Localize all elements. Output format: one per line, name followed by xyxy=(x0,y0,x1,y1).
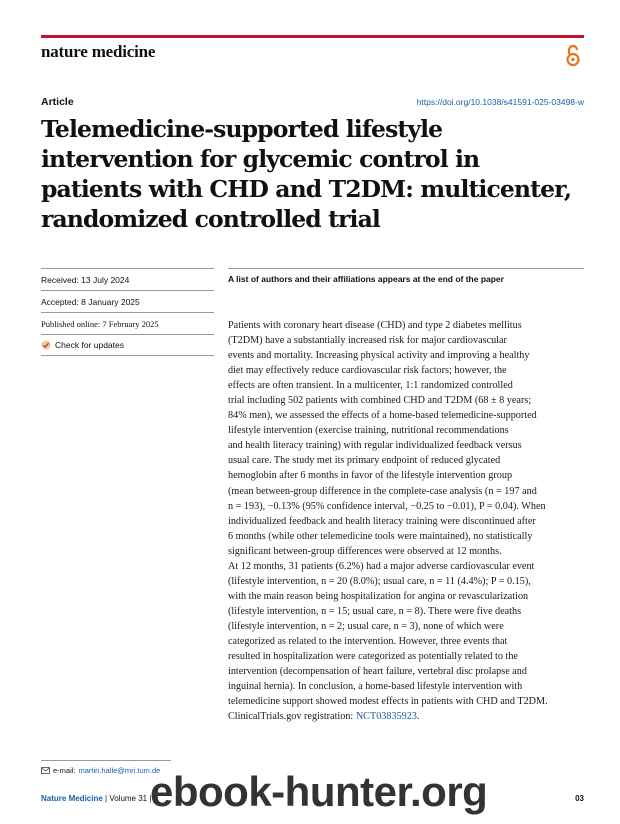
registration-end: . xyxy=(416,711,420,723)
title-line: Telemedicine-supported lifestyle xyxy=(41,115,443,143)
abstract-line: Patients with coronary heart disease (CHD) and type 2 diabetes mellitus xyxy=(228,320,522,331)
correspondence xyxy=(41,766,160,775)
email-label: e-mail: xyxy=(53,766,76,775)
mail-icon xyxy=(41,767,50,774)
page-number: 03 xyxy=(575,794,584,803)
abstract-line: categorized as related to the intervention. However, three events that xyxy=(228,635,508,647)
abstract-line: 6 months (while other telemedicine tools were maintained), no statistically xyxy=(228,530,533,542)
registration-line xyxy=(228,709,588,724)
abstract-line: telemedicine support showed modest effects in patients with CHD and T2DM. xyxy=(228,696,548,708)
check-updates-icon xyxy=(41,340,51,350)
abstract-line: 84% men), we assessed the effects of a home-based telemedicine-supported xyxy=(228,410,537,422)
journal-name[interactable]: nature medicine xyxy=(41,42,156,61)
article-type: Article xyxy=(41,96,74,108)
abstract-line: individualized feedback and health literacy training were discontinued after xyxy=(228,515,536,527)
article-history xyxy=(41,268,214,356)
title-line: intervention for glycemic control in xyxy=(41,145,480,173)
abstract-line: with the main reason being hospitalization for angina or revascularization xyxy=(228,590,529,602)
abstract-line: and health literacy training) with regular individualized feedback versus xyxy=(228,440,522,452)
abstract-line: At 12 months, 31 patients (6.2%) had a major adverse cardiovascular event xyxy=(228,560,535,572)
footer-journal[interactable]: Nature Medicine xyxy=(41,794,103,803)
check-updates-row xyxy=(41,334,214,356)
title-line: randomized controlled trial xyxy=(41,205,380,233)
open-access-icon xyxy=(565,44,581,68)
abstract-line: resulted in hospitalization were categorized as potentially related to the xyxy=(228,651,518,663)
abstract-line: (lifestyle intervention, n = 2; usual care, n = 3), none of which were xyxy=(228,620,504,632)
abstract-line: (lifestyle intervention, n = 20 (8.0%); usual care, n = 11 (4.4%); P = 0.15), xyxy=(228,575,531,587)
trial-registration-link[interactable]: NCT03835923 xyxy=(355,711,417,723)
article-title xyxy=(41,114,601,234)
footer-citation xyxy=(41,794,151,803)
footnote-divider xyxy=(41,760,171,761)
footer-volume: | Volume 31 | xyxy=(102,794,152,803)
abstract-line: usual care. The study met its primary endpoint of reduced glycated xyxy=(228,455,501,467)
doi-link[interactable]: https://doi.org/10.1038/s41591-025-03498-w xyxy=(416,97,584,107)
authors-note-block xyxy=(228,268,584,312)
title-line: patients with CHD and T2DM: multicenter, xyxy=(41,175,572,203)
received-date: Received: 13 July 2024 xyxy=(41,268,214,290)
abstract-line: intervention (decompensation of heart failure, vertebral disc prolapse and xyxy=(228,666,527,678)
email-link[interactable]: martin.halle@mri.tum.de xyxy=(78,766,161,775)
published-date: Published online: 7 February 2025 xyxy=(41,312,214,334)
abstract-line: (mean between-group difference in the complete-case analysis (n = 197 and xyxy=(228,485,537,497)
abstract-line: hemoglobin after 6 months in favor of the lifestyle intervention group xyxy=(228,470,513,482)
abstract-line: (T2DM) have a substantially increased risk for major cardiovascular xyxy=(228,335,507,347)
journal-accent-bar xyxy=(41,35,584,38)
abstract-line: significant between-group differences were observed at 12 months. xyxy=(228,545,502,557)
abstract-line: trial including 502 patients with combined CHD and T2DM (68 ± 8 years; xyxy=(228,395,532,407)
check-updates-label: Check for updates xyxy=(55,340,124,350)
registration-label: ClinicalTrials.gov registration: xyxy=(228,711,356,723)
abstract-line: lifestyle intervention (exercise training, nutritional recommendations xyxy=(228,425,509,437)
abstract-line: effects are often transient. In a multicenter, 1:1 randomized controlled xyxy=(228,380,513,392)
abstract-line: inguinal hernia). In conclusion, a home-based lifestyle intervention with xyxy=(228,681,523,693)
abstract-line: events and mortality. Increasing physical activity and improving a healthy xyxy=(228,350,530,362)
watermark: ebook-hunter.org xyxy=(150,768,488,815)
abstract-line: n = 193), −0.13% (95% confidence interval, −0.25 to −0.01), P = 0.04). When xyxy=(228,500,546,512)
authors-note: A list of authors and their affiliations appears at the end of the paper xyxy=(228,268,584,312)
accepted-date: Accepted: 8 January 2025 xyxy=(41,290,214,312)
abstract xyxy=(228,318,588,724)
abstract-line: (lifestyle intervention, n = 15; usual care, n = 8). There were five deaths xyxy=(228,605,522,617)
check-for-updates-button[interactable] xyxy=(41,340,124,350)
abstract-line: diet may effectively reduce cardiovascular risk factors; however, the xyxy=(228,365,507,377)
